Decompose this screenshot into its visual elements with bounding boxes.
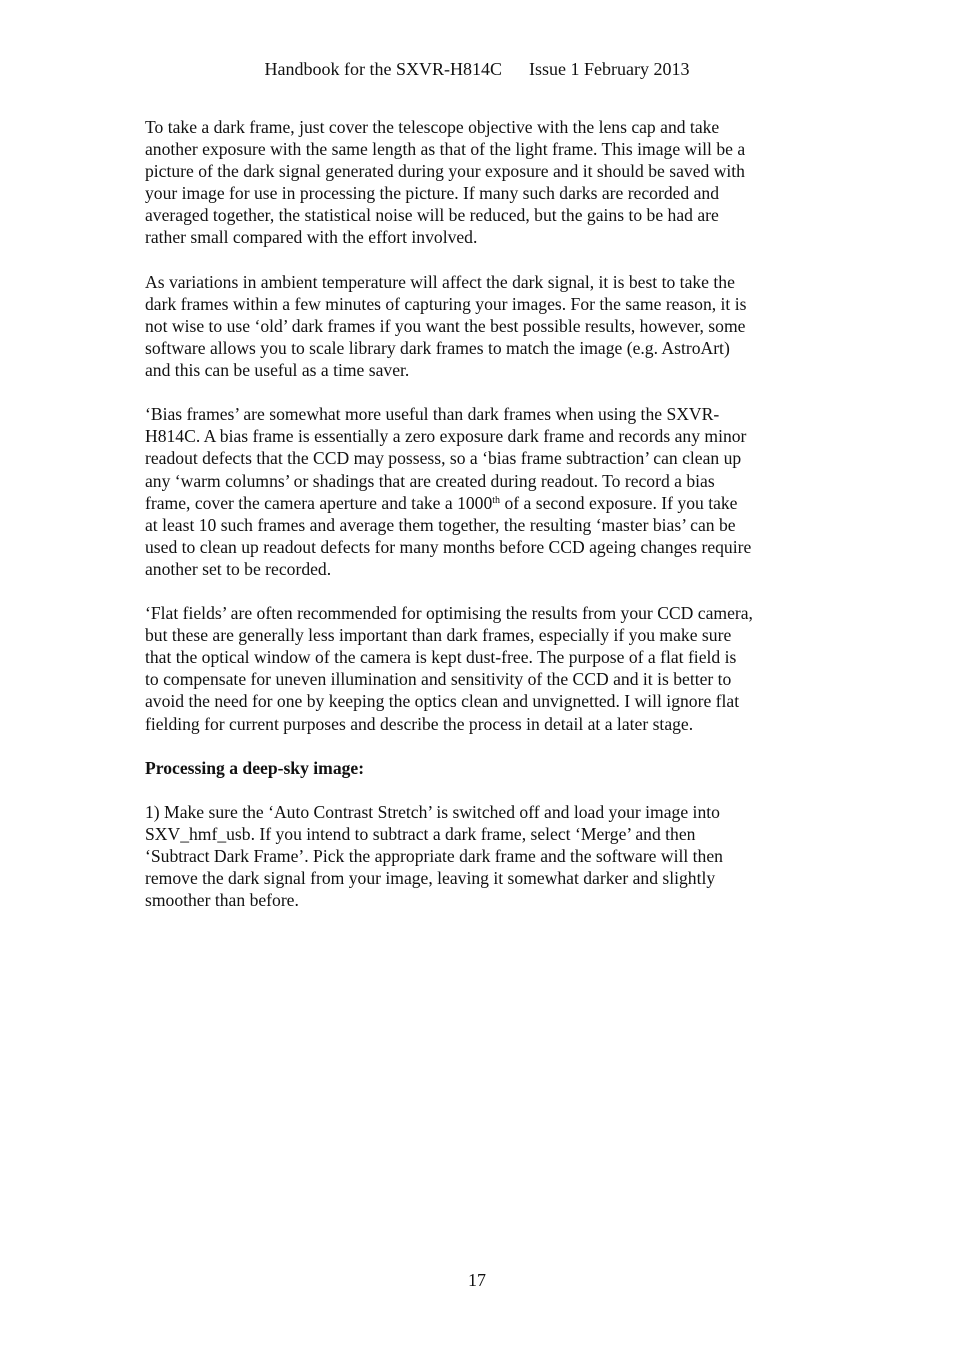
text-line: that the optical window of the camera is kept dust-free. The purpose of a flat field is (145, 647, 737, 668)
text-line: your image for use in processing the picture. If many such darks are recorded and (145, 183, 720, 204)
header-title: Handbook for the SXVR-H814C (264, 59, 502, 79)
paragraph-dark-frame (145, 116, 817, 249)
text-line: fielding for current purposes and describe the process in detail at a later stage. (145, 713, 694, 734)
text-line: to compensate for uneven illumination and sensitivity of the CCD and it is better to (145, 669, 732, 690)
text-line: ‘Flat fields’ are often recommended for optimising the results from your CCD camera, (145, 603, 753, 624)
text-line (145, 493, 738, 513)
superscript: th (492, 494, 501, 506)
text-segment: of a second exposure. If you take (500, 492, 738, 513)
text-line: SXV_hmf_usb. If you intend to subtract a dark frame, select ‘Merge’ and then (145, 824, 696, 844)
step-1 (145, 801, 817, 911)
text-line: picture of the dark signal generated during your exposure and it should be saved with (145, 161, 745, 182)
text-line: rather small compared with the effort involved. (145, 227, 478, 248)
text-line: avoid the need for one by keeping the optics clean and unvignetted. I will ignore flat (145, 691, 740, 712)
text-line: and this can be useful as a time saver. (145, 360, 410, 381)
text-line: any ‘warm columns’ or shadings that are created during readout. To record a bias (145, 470, 715, 491)
text-line: 1) Make sure the ‘Auto Contrast Stretch’ is switched off and load your image into (145, 801, 720, 822)
text-line: but these are generally less important than dark frames, especially if you make sure (145, 625, 732, 646)
paragraph-ambient-temperature (145, 271, 817, 381)
text-line: ‘Subtract Dark Frame’. Pick the appropriate dark frame and the software will then (145, 846, 723, 867)
text-line: ‘Bias frames’ are somewhat more useful than dark frames when using the SXVR- (145, 404, 720, 425)
page-content (145, 116, 817, 933)
paragraph-bias-frames (145, 403, 817, 580)
text-line: smoother than before. (145, 890, 299, 911)
text-line: H814C. A bias frame is essentially a zero exposure dark frame and records any minor (145, 426, 747, 447)
text-line: another set to be recorded. (145, 558, 332, 579)
text-line: readout defects that the CCD may possess, so a ‘bias frame subtraction’ can clean up (145, 448, 742, 469)
text-line: at least 10 such frames and average them together, the resulting ‘master bias’ can be (145, 514, 736, 535)
paragraph-flat-fields (145, 602, 817, 735)
header-issue: Issue 1 February 2013 (529, 59, 690, 79)
text-line: remove the dark signal from your image, leaving it somewhat darker and slightly (145, 868, 716, 889)
page-number: 17 (468, 1270, 486, 1290)
text-line: not wise to use ‘old’ dark frames if you want the best possible results, however, some (145, 315, 746, 336)
page-header (0, 58, 954, 80)
text-line: another exposure with the same length as that of the light frame. This image will be a (145, 139, 746, 160)
text-line: dark frames within a few minutes of capturing your images. For the same reason, it is (145, 293, 747, 314)
text-line: software allows you to scale library dark frames to match the image (e.g. AstroArt) (145, 337, 730, 358)
text-line: To take a dark frame, just cover the telescope objective with the lens cap and take (145, 117, 720, 137)
section-heading: Processing a deep-sky image: (145, 757, 365, 778)
text-line: As variations in ambient temperature will affect the dark signal, it is best to take the (145, 271, 735, 292)
text-line: used to clean up readout defects for many months before CCD ageing changes require (145, 536, 752, 557)
text-segment: frame, cover the camera aperture and take a 1000 (145, 492, 493, 513)
text-line: averaged together, the statistical noise will be reduced, but the gains to be had are (145, 205, 719, 226)
